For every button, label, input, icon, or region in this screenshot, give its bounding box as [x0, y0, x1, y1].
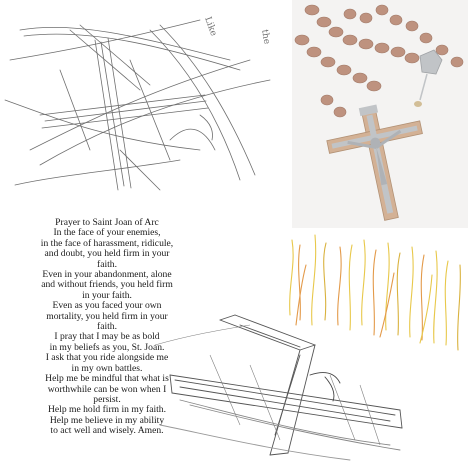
flames	[290, 235, 461, 350]
prayer-line: Help me be mindful that what is	[45, 373, 169, 385]
prayer-line: mortality, you held firm in your	[46, 310, 168, 322]
rosary-photo	[292, 0, 468, 228]
prayer-line: and without friends, you held firm	[41, 279, 173, 291]
prayer-line: in my own battles.	[71, 362, 143, 374]
prayer-line: and doubt, you held firm in your	[44, 248, 170, 260]
prayer-line: I pray that I may be as bold	[54, 331, 160, 343]
prayer-line: Help me believe in my ability	[49, 414, 165, 426]
prayer-line: in your faith.	[82, 289, 132, 301]
scribble-word-like: Like	[202, 15, 219, 38]
prayer-line: worthwhile can be won when I	[47, 383, 167, 395]
prayer-line: Even as you faced your own	[52, 300, 162, 312]
prayer-line: Even in your abandonment, alone	[42, 269, 172, 281]
prayer-line: I ask that you ride alongside me	[45, 352, 169, 364]
prayer-line: in my beliefs as you, St. Joan.	[49, 341, 165, 353]
prayer-line: Help me hold firm in my faith.	[47, 404, 167, 416]
pencil-cross-sketch	[0, 0, 292, 215]
prayer-line: in the face of harassment, ridicule,	[40, 237, 174, 249]
scribble-word-the: the	[259, 28, 272, 46]
prayer-title: Prayer to Saint Joan of Arc	[55, 217, 159, 228]
prayer-line: to act well and wisely. Amen.	[50, 425, 164, 437]
prayer-line: In the face of your enemies,	[53, 227, 161, 239]
prayer-line: faith.	[97, 258, 117, 270]
prayer-text	[4, 218, 210, 437]
prayer-line: persist.	[93, 393, 121, 405]
prayer-line: faith.	[97, 321, 117, 333]
